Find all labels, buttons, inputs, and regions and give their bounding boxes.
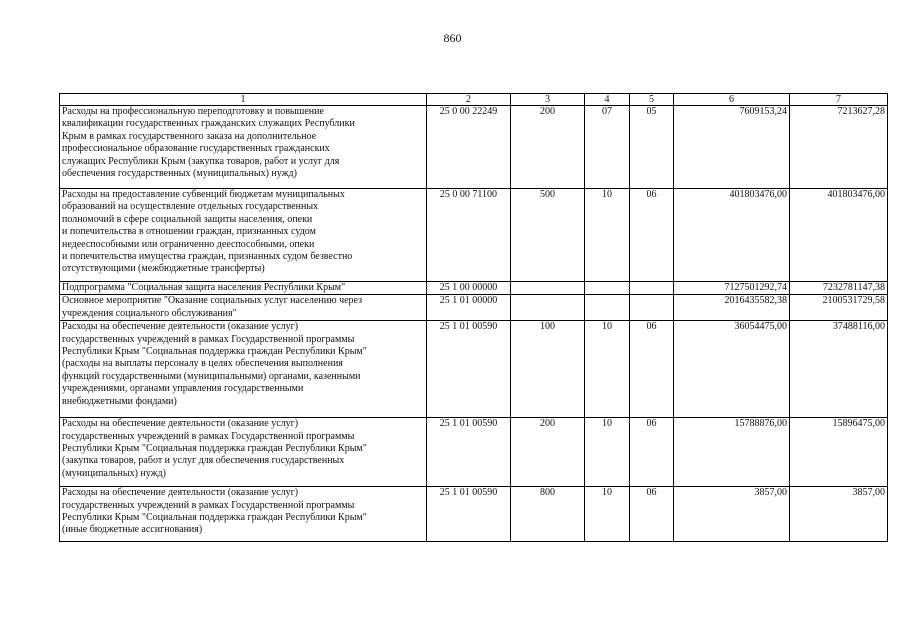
description-line: Крым в рамках государственного заказа на дополнительное: [62, 130, 317, 142]
expense-type-cell: 200: [511, 418, 585, 487]
description-line: полномочий в сфере социальной защиты населения, опеки: [62, 213, 313, 225]
amount-year2-cell: 15896475,00: [790, 418, 888, 487]
table-row: [60, 418, 888, 487]
amount-year2-cell: 401803476,00: [790, 189, 888, 282]
subsection-cell: 05: [630, 106, 674, 189]
description-line: служащих Республики Крым (закупка товаров, работ и услуг для: [62, 155, 340, 167]
column-header: 7: [790, 94, 888, 106]
description-line: образований на осуществление отдельных государственных: [62, 201, 319, 213]
description-line: учреждениями, органами управления государственными: [62, 383, 304, 395]
expense-type-cell: [511, 295, 585, 321]
description-line: Республики Крым "Социальная поддержка граждан Республики Крым": [62, 512, 367, 524]
description-line: (расходы на выплаты персоналу в целях обеспечения выполнения: [62, 358, 343, 370]
description-line: обеспечения государственных (муниципальных) нужд): [62, 168, 297, 180]
section-cell: 07: [585, 106, 630, 189]
subsection-cell: 06: [630, 321, 674, 418]
expense-type-cell: [511, 282, 585, 295]
row-description: [60, 321, 427, 418]
description-line: Расходы на обеспечение деятельности (оказание услуг): [62, 321, 299, 333]
target-article-cell: 25 0 00 22249: [427, 106, 511, 189]
description-line: (закупка товаров, работ и услуг для обеспечения государственных: [62, 455, 345, 467]
section-cell: 10: [585, 189, 630, 282]
subsection-cell: [630, 282, 674, 295]
amount-year2-cell: 3857,00: [790, 487, 888, 542]
page-number: 860: [443, 31, 462, 45]
amount-year1-cell: 401803476,00: [674, 189, 790, 282]
expense-type-cell: 200: [511, 106, 585, 189]
description-line: государственных учреждений в рамках Государственной программы: [62, 499, 355, 511]
amount-year1-cell: 3857,00: [674, 487, 790, 542]
table-body: [60, 106, 888, 542]
section-cell: [585, 295, 630, 321]
amount-year2-cell: 37488116,00: [790, 321, 888, 418]
amount-year1-cell: 36054475,00: [674, 321, 790, 418]
description-line: и попечительства имущества граждан, признанных судом безвестно: [62, 251, 353, 263]
description-line: Республики Крым "Социальная поддержка граждан Республики Крым": [62, 443, 367, 455]
amount-year1-cell: 2016435582,38: [674, 295, 790, 321]
amount-year1-cell: 15788876,00: [674, 418, 790, 487]
description-line: Расходы на предоставление субвенций бюджетам муниципальных: [62, 189, 345, 200]
table-row: [60, 189, 888, 282]
row-description: [60, 282, 427, 295]
row-description: [60, 487, 427, 542]
description-line: внебюджетными фондами): [62, 395, 177, 407]
description-line: государственных учреждений в рамках Государственной программы: [62, 333, 355, 345]
budget-table: [59, 93, 888, 542]
amount-year2-cell: 7213627,28: [790, 106, 888, 189]
amount-year2-cell: 2100531729,58: [790, 295, 888, 321]
header-row: [60, 94, 888, 106]
table-row: [60, 295, 888, 321]
subsection-cell: 06: [630, 487, 674, 542]
column-header: 5: [630, 94, 674, 106]
expense-type-cell: 100: [511, 321, 585, 418]
row-description: [60, 418, 427, 487]
description-line: отсутствующими (межбюджетные трансферты): [62, 263, 265, 275]
row-description: [60, 189, 427, 282]
column-header: 1: [60, 94, 427, 106]
expense-type-cell: 800: [511, 487, 585, 542]
table-row: [60, 106, 888, 189]
table-row: [60, 487, 888, 542]
amount-year1-cell: 7127501292,74: [674, 282, 790, 295]
description-line: учреждения социального обслуживания": [62, 307, 237, 319]
column-header: 3: [511, 94, 585, 106]
row-description: [60, 106, 427, 189]
description-line: Республики Крым "Социальная поддержка граждан Республики Крым": [62, 346, 367, 358]
target-article-cell: 25 1 00 00000: [427, 282, 511, 295]
description-line: Расходы на обеспечение деятельности (оказание услуг): [62, 487, 299, 499]
amount-year1-cell: 7609153,24: [674, 106, 790, 189]
subsection-cell: [630, 295, 674, 321]
target-article-cell: 25 0 00 71100: [427, 189, 511, 282]
table-row: [60, 321, 888, 418]
subsection-cell: 06: [630, 189, 674, 282]
target-article-cell: 25 1 01 00590: [427, 487, 511, 542]
expense-type-cell: 500: [511, 189, 585, 282]
table-row: [60, 282, 888, 295]
description-line: квалификации государственных гражданских служащих Республики: [62, 118, 355, 130]
description-line: функций государственными (муниципальными) органами, казенными: [62, 370, 361, 382]
section-cell: [585, 282, 630, 295]
row-description: [60, 295, 427, 321]
section-cell: 10: [585, 487, 630, 542]
description-line: государственных учреждений в рамках Государственной программы: [62, 430, 355, 442]
section-cell: 10: [585, 418, 630, 487]
description-line: Расходы на профессиональную переподготовку и повышение: [62, 106, 324, 117]
column-header: 2: [427, 94, 511, 106]
target-article-cell: 25 1 01 00590: [427, 321, 511, 418]
subsection-cell: 06: [630, 418, 674, 487]
description-line: профессиональное образование государственных гражданских: [62, 143, 330, 155]
column-header: 4: [585, 94, 630, 106]
target-article-cell: 25 1 01 00590: [427, 418, 511, 487]
description-line: (иные бюджетные ассигнования): [62, 524, 203, 536]
description-line: недееспособными или ограниченно дееспособными, опеки: [62, 238, 315, 250]
amount-year2-cell: 7232781147,38: [790, 282, 888, 295]
description-line: (муниципальных) нужд): [62, 467, 166, 479]
section-cell: 10: [585, 321, 630, 418]
column-header: 6: [674, 94, 790, 106]
description-line: и попечительства в отношении граждан, признанных судом: [62, 226, 316, 238]
description-line: Основное мероприятие "Оказание социальных услуг населению через: [62, 295, 363, 307]
description-line: Подпрограмма "Социальная защита населения Республики Крым": [62, 282, 346, 293]
target-article-cell: 25 1 01 00000: [427, 295, 511, 321]
description-line: Расходы на обеспечение деятельности (оказание услуг): [62, 418, 299, 430]
